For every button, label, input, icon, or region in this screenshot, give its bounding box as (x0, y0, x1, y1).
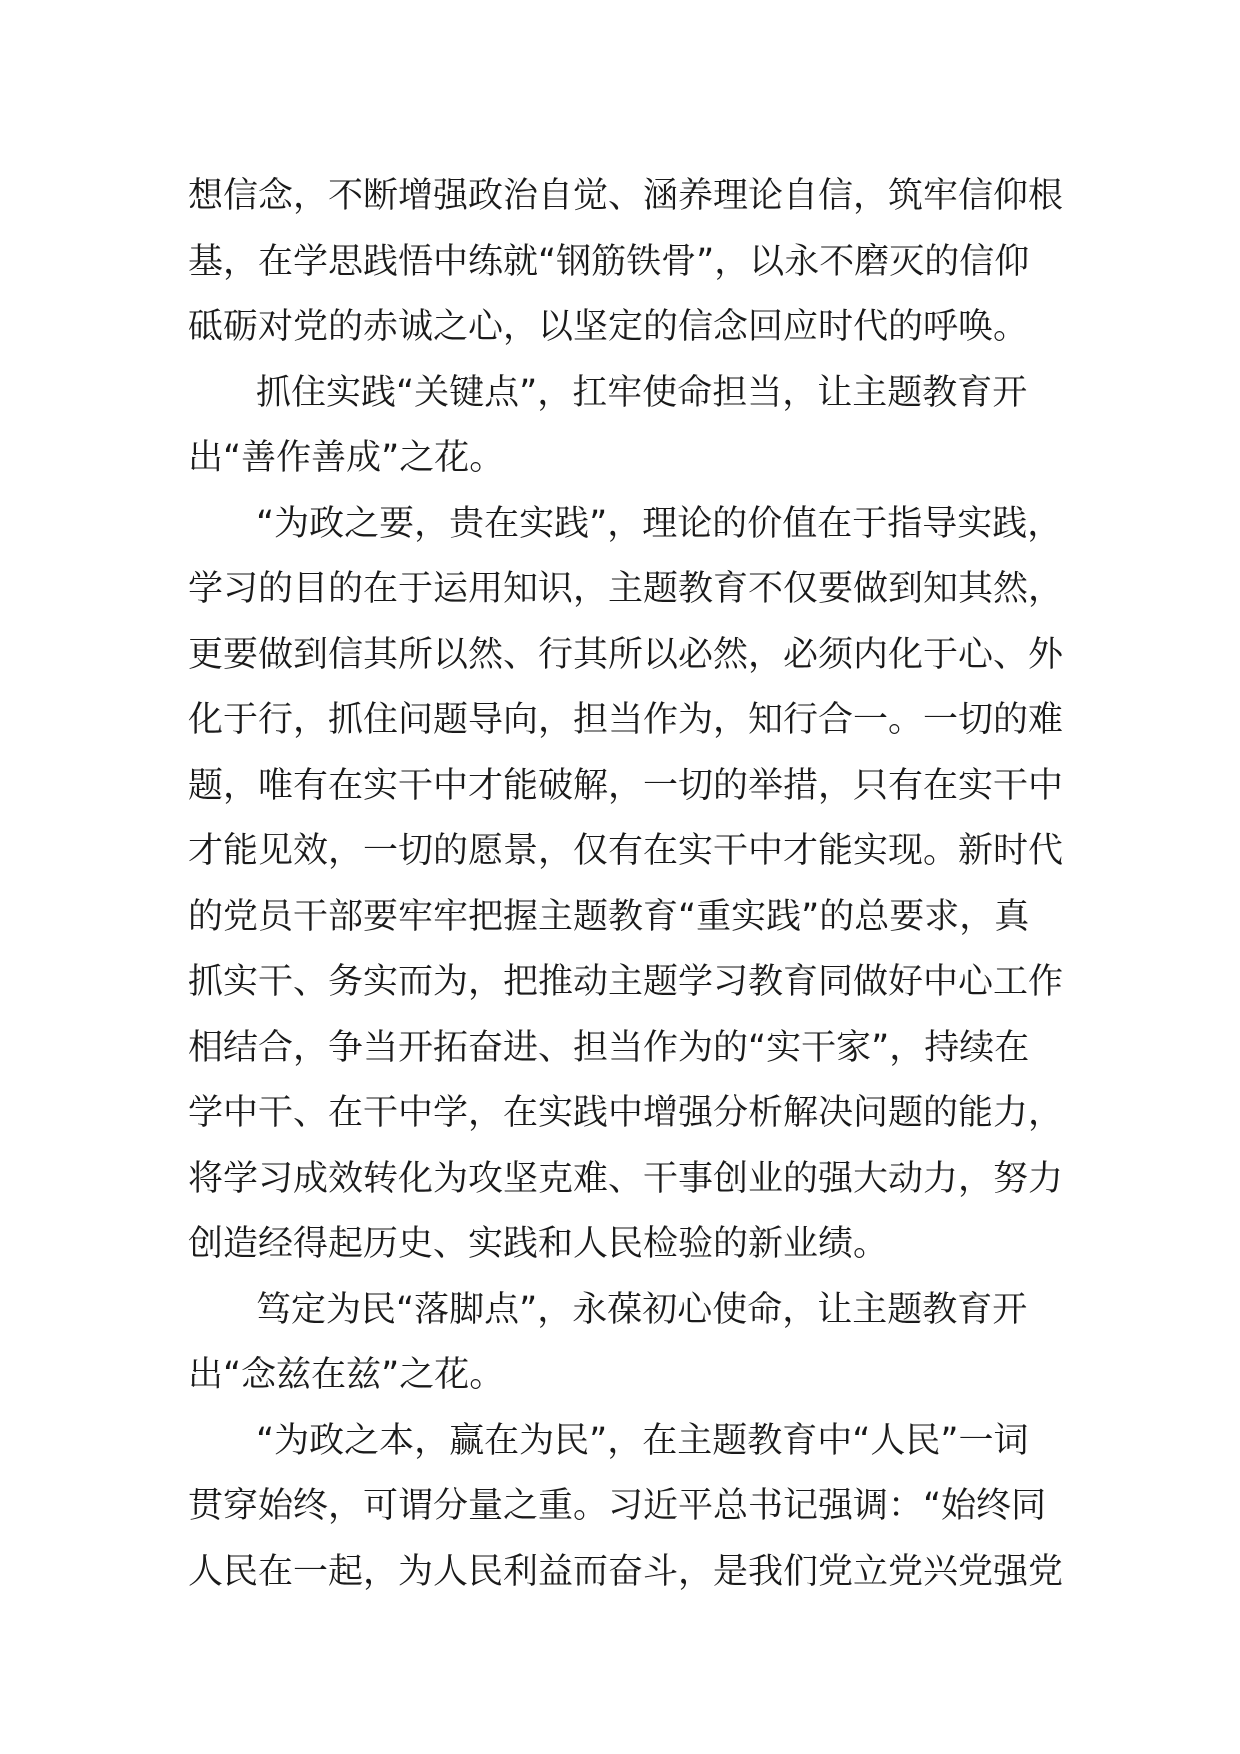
section-heading-line: 出“念兹在兹”之花。 (188, 1355, 505, 1395)
text-line: 题，唯有在实干中才能破解，一切的举措，只有在实干中 (188, 765, 1064, 806)
text-line: “为政之本，赢在为民”，在主题教育中“人民”一词 (256, 1420, 1029, 1461)
text-line: 想信念，不断增强政治自觉、涵养理论自信，筑牢信仰根 (188, 176, 1064, 216)
text-line: 的党员干部要牢牢把握主题教育“重实践”的总要求，真 (188, 896, 1030, 937)
text-line: 人民在一起，为人民利益而奋斗，是我们党立党兴党强党 (188, 1551, 1064, 1592)
text-line: 砥砺对党的赤诚之心，以坚定的信念回应时代的呼唤。 (188, 307, 1029, 347)
text-line: 学习的目的在于运用知识，主题教育不仅要做到知其然， (188, 569, 1064, 609)
text-line: 相结合，争当开拓奋进、担当作为的“实干家”，持续在 (188, 1027, 1030, 1068)
text-line: 更要做到信其所以然、行其所以必然，必须内化于心、外 (188, 634, 1064, 675)
text-line: “为政之要，贵在实践”，理论的价值在于指导实践， (256, 503, 1063, 544)
section-heading-line: 笃定为民“落脚点”，永葆初心使命，让主题教育开 (256, 1289, 1028, 1330)
text-line: 将学习成效转化为攻坚克难、干事创业的强大动力，努力 (188, 1158, 1064, 1199)
text-line: 贯穿始终，可谓分量之重。习近平总书记强调：“始终同 (188, 1486, 1047, 1526)
body-text (188, 164, 1064, 1605)
section-heading-line: 抓住实践“关键点”，扛牢使命担当，让主题教育开 (256, 372, 1028, 413)
text-line: 基，在学思践悟中练就“钢筋铁骨”，以永不磨灭的信仰 (188, 241, 1030, 282)
text-line: 才能见效，一切的愿景，仅有在实干中才能实现。新时代 (188, 831, 1064, 871)
text-line: 学中干、在干中学，在实践中增强分析解决问题的能力， (188, 1093, 1064, 1133)
text-line: 化于行，抓住问题导向，担当作为，知行合一。一切的难 (188, 700, 1064, 740)
text-line: 抓实干、务实而为，把推动主题学习教育同做好中心工作 (188, 962, 1064, 1002)
section-heading-line: 出“善作善成”之花。 (188, 438, 505, 478)
text-line: 创造经得起历史、实践和人民检验的新业绩。 (188, 1224, 889, 1264)
